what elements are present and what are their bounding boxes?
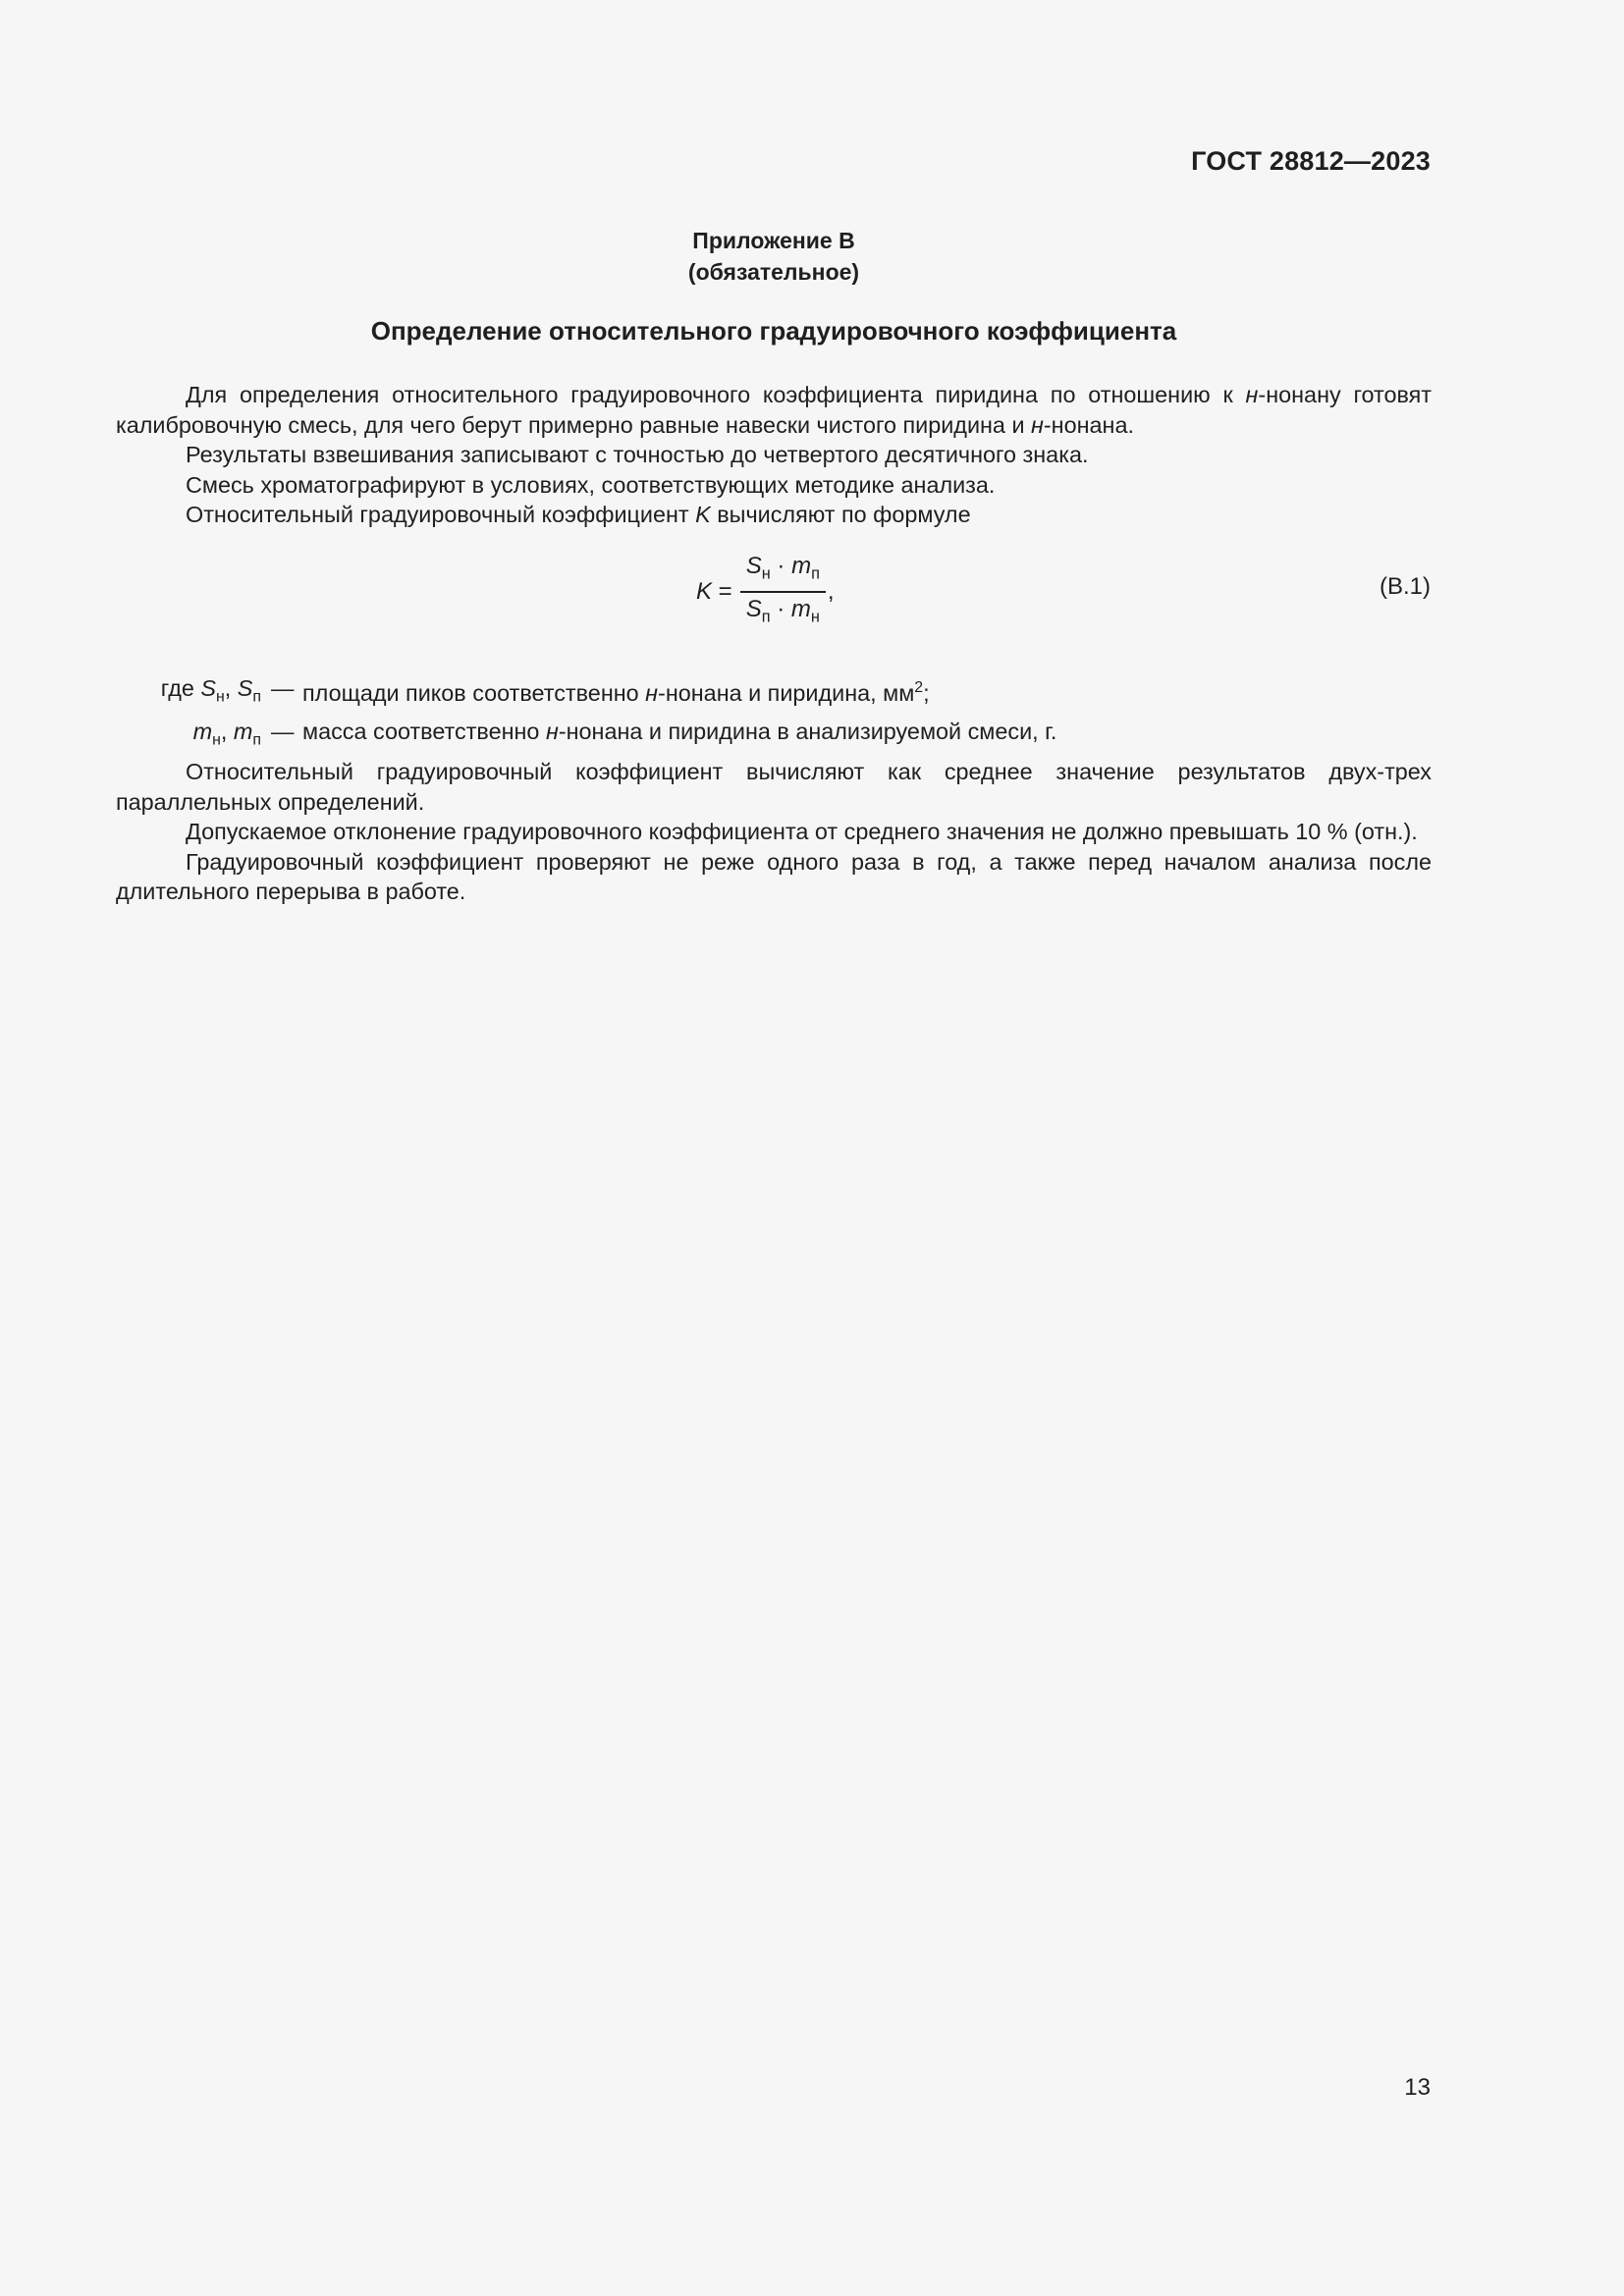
section-title: Определение относительного градуировочного коэффициента [370,316,1177,346]
paragraph-1: Для определения относительного градуировочного коэффициента пиридина по отношению к н-нонану готовят калибровочную смесь, для чего берут примерно равные навески чистого пиридина и н-нонана. [116,382,1432,438]
intro-text [116,380,1432,530]
formula [696,550,835,634]
formula-numerator: $S_н \cdot m_п$ [745,553,820,583]
formula-lhs: K = [696,578,732,605]
paragraph-3: Смесь хроматографируют в условиях, соответствующих методике анализа. [186,471,996,498]
closing-text [116,757,1432,907]
formula-denominator: $S_п \cdot m_н$ [745,596,820,626]
definition-row [116,671,1056,715]
appendix-title: Приложение В [692,228,855,253]
paragraph-6: Допускаемое отклонение градуировочного коэффициента от среднего значения не должно превышать 10 % (отн.). [186,819,1418,844]
formula-fraction [740,550,826,633]
appendix-heading [0,225,1547,288]
definition-text: масса соответственно н-нонана и пиридина в анализируемой смеси, г. [302,718,1057,744]
definition-symbols: где $S_н$, $S_п$ [160,675,261,706]
page-number: 13 [1404,2074,1431,2101]
definition-dash: — [271,718,295,744]
formula-comma: , [827,578,835,605]
definition-row [116,715,1056,758]
paragraph-7: Градуировочный коэффициент проверяют не реже одного раза в год, а также перед началом анализа после длительного перерыва в работе. [116,848,1432,904]
paragraph-5: Относительный градуировочный коэффициент вычисляют как среднее значение результатов двух-трех параллельных определений. [116,759,1432,815]
document-number: ГОСТ 28812—2023 [1191,146,1431,176]
definition-dash: — [271,675,295,701]
definition-text: площади пиков соответственно н-нонана и пиридина, $мм^2$; [302,679,930,706]
definition-symbols: $m_н$, $m_п$ [192,718,261,749]
paragraph-4: Относительный градуировочный коэффициент K вычисляют по формуле [186,502,971,527]
formula-number: (В.1) [1379,573,1431,600]
paragraph-2: Результаты взвешивания записывают с точностью до четвертого десятичного знака. [186,442,1089,467]
appendix-status: (обязательное) [687,259,860,285]
variable-definitions [116,671,1056,757]
